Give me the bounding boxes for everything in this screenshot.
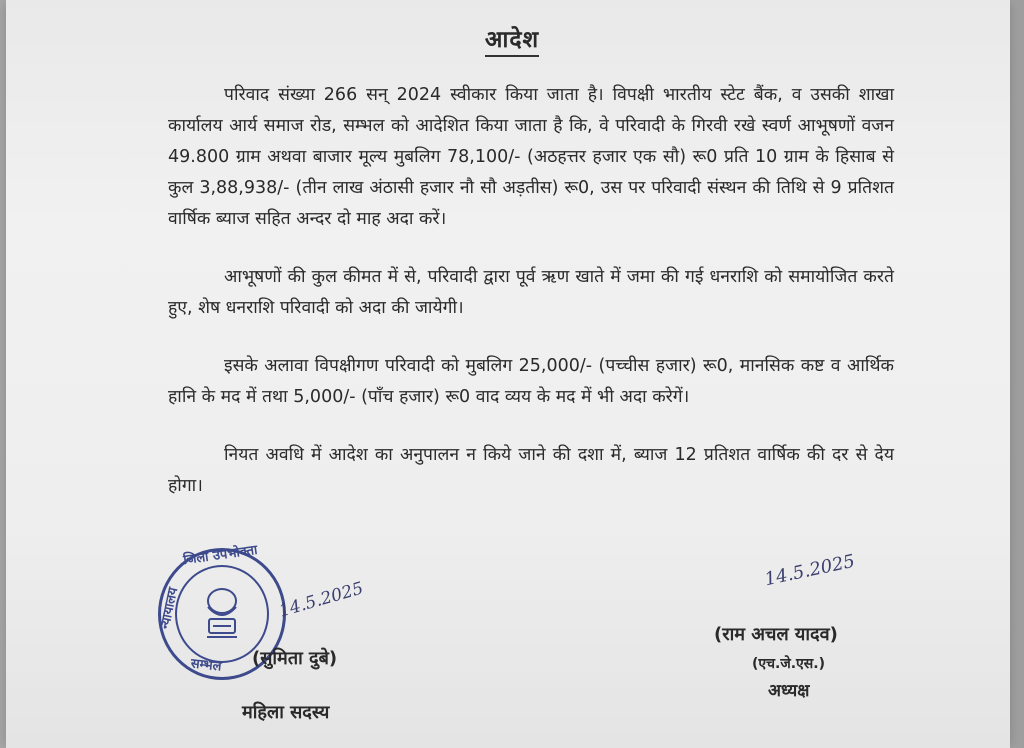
paragraph-order: परिवाद संख्या 266 सन् 2024 स्वीकार किया जाता है। विपक्षी भारतीय स्टेट बैंक, व उसकी शाखा कार्यालय आर्य समाज रोड, सम्भल को आदेशित किया जाता है कि, वे परिवादी के गिरवी रखे स्वर्ण आभूषणों वजन 49.800 ग्राम अथवा बाजार मूल्य मुबलिग 78,100/- (अठहत्तर हजार एक सौ) रू0 प्रति 10 ग्राम के हिसाब से कुल 3,88,938/- (तीन लाख अंठासी हजार नौ सौ अड़तीस) रू0, उस पर परिवादी संस्थन की तिथि से 9 प्रतिशत वार्षिक ब्याज सहित अन्दर दो माह अदा करें।	[168, 85, 894, 229]
paragraph-interest: नियत अवधि में आदेश का अनुपालन न किये जाने की दशा में, ब्याज 12 प्रतिशत वार्षिक की दर से देय होगा।	[168, 445, 894, 496]
right-signature: 14.5.2025	[762, 550, 857, 591]
document-title	[0, 22, 1024, 54]
left-signature: 14.5.2025	[276, 578, 366, 622]
left-signatory-name: (सुमिता दुबे)	[252, 648, 338, 669]
seal-bottom-text: सम्भल	[190, 656, 223, 675]
order-body	[168, 80, 894, 502]
paragraph-compensation: इसके अलावा विपक्षीगण परिवादी को मुबलिग 25,000/- (पच्चीस हजार) रू0, मानसिक कष्ट व आर्थिक हानि के मद में तथा 5,000/- (पाँच हजार) रू0 वाद व्यय के मद में भी अदा करेगें।	[168, 356, 894, 407]
right-signatory-role: अध्यक्ष	[768, 681, 810, 701]
right-signatory-name: (राम अचल यादव)	[714, 624, 838, 645]
document-title-text: आदेश	[485, 27, 539, 57]
right-signatory-qualification: (एच.जे.एस.)	[752, 656, 825, 672]
paragraph-adjustment: आभूषणों की कुल कीमत में से, परिवादी द्वारा पूर्व ऋण खाते में जमा की गई धनराशि को समायोजित करते हुए, शेष धनराशि परिवादी को अदा की जायेगी।	[168, 267, 894, 318]
seal-top-text: जिला उपभोक्ता	[182, 542, 259, 569]
left-signatory-role: महिला सदस्य	[242, 702, 330, 723]
seal-left-text: न्यायालय	[157, 586, 182, 631]
